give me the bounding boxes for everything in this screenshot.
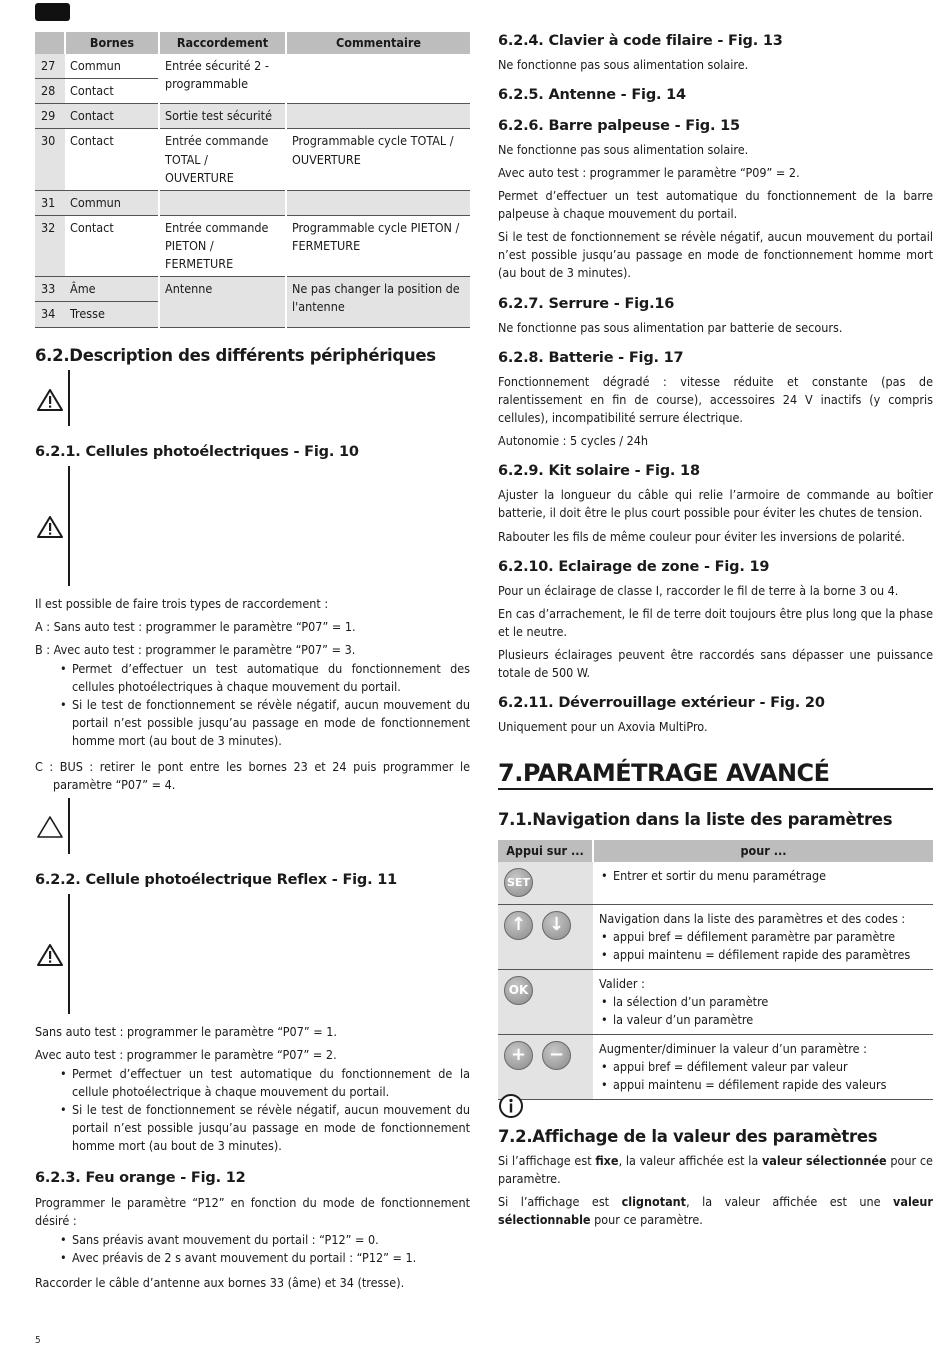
text-run: pour ce paramètre. — [498, 1153, 933, 1186]
ok-key-icon: OK — [504, 976, 533, 1005]
text-run-bold: valeur sélectionnable — [498, 1194, 933, 1227]
desc-cell — [593, 904, 933, 969]
list-item: • Sans préavis avant mouvement du portail : “P12” = 0. — [58, 1231, 470, 1249]
arrow-up-key-icon: ↑ — [504, 911, 533, 940]
list-item: • la valeur d’un paramètre — [599, 1011, 927, 1029]
warning-icon — [37, 943, 63, 967]
paragraph: Programmer le paramètre “P12” en fonction du mode de fonctionnement désiré : — [35, 1195, 470, 1228]
keys-cell — [498, 862, 593, 904]
paragraph — [498, 1193, 933, 1229]
table-row — [35, 104, 470, 129]
section-6-2-3-title: 6.2.3. Feu orange - Fig. 12 — [35, 1170, 246, 1186]
desc-text: Augmenter/diminuer la valeur d’un paramètre : — [599, 1040, 867, 1056]
section-6-2-1-title: 6.2.1. Cellules photoélectriques - Fig. 10 — [35, 444, 359, 460]
section-6-2-9-title: 6.2.9. Kit solaire - Fig. 18 — [498, 463, 700, 479]
paragraph: Sans auto test : programmer le paramètre “P07” = 1. — [35, 1024, 337, 1039]
set-key-icon: SET — [504, 868, 533, 897]
header-num — [35, 32, 65, 54]
paragraph: Plusieurs éclairages peuvent être raccordés sans dépasser une puissance totale de 500 W. — [498, 647, 933, 680]
header-bornes: Bornes — [65, 32, 159, 54]
section-6-2-11-title: 6.2.11. Déverrouillage extérieur - Fig. 20 — [498, 695, 825, 711]
paragraph: Permet d’effectuer un test automatique du fonctionnement de la barre palpeuse à chaque mouvement du portail. — [498, 188, 933, 221]
section-6-2-title: 6.2.Description des différents périphériques — [35, 346, 436, 365]
info-icon — [498, 1093, 524, 1119]
table-row — [35, 190, 470, 215]
list-item: • appui bref = défilement paramètre par paramètre — [599, 928, 927, 946]
keys-cell — [498, 904, 593, 969]
bullet-list — [599, 1058, 927, 1094]
list-item: • Permet d’effectuer un test automatique du fonctionnement des cellules photoélectriques à chaque mouvement du portail. — [58, 660, 470, 696]
text-run: , la valeur affichée est une — [686, 1194, 894, 1209]
terminal-table — [35, 32, 470, 328]
list-item: • appui maintenu = défilement rapide des paramètres — [599, 946, 927, 964]
paragraph: Ajuster la longueur du câble qui relie l’armoire de commande au boîtier batterie, il doit être le plus court possible pour éviter les chutes de tension. — [498, 487, 933, 520]
text-run-bold: valeur sélectionnée — [761, 1153, 887, 1168]
paragraph: Ne fonctionne pas sous alimentation solaire. — [498, 142, 749, 157]
bullet-list — [58, 1231, 470, 1267]
cell-commentaire — [286, 104, 470, 129]
cell-commentaire: Ne pas changer la position de l'antenne — [286, 277, 470, 327]
paragraph — [498, 1152, 933, 1188]
section-6-2-4-title: 6.2.4. Clavier à code filaire - Fig. 13 — [498, 33, 783, 49]
section-7-1-title: 7.1.Navigation dans la liste des paramètres — [498, 810, 893, 829]
section-6-2-5-title: 6.2.5. Antenne - Fig. 14 — [498, 87, 686, 103]
cell-raccordement: Antenne — [159, 277, 286, 327]
warning-bar — [68, 894, 70, 1014]
paragraph: Raccorder le câble d’antenne aux bornes 33 (âme) et 34 (tresse). — [35, 1275, 405, 1290]
header-appui: Appui sur ... — [498, 840, 593, 862]
desc-text: Navigation dans la liste des paramètres et des codes : — [599, 910, 906, 926]
cell-raccordement: Sortie test sécurité — [159, 104, 286, 129]
cell-num: 30 — [35, 129, 65, 190]
minus-key-icon: − — [542, 1041, 571, 1070]
cell-raccordement: Entrée commande PIETON / FERMETURE — [159, 215, 286, 276]
cell-commentaire: Programmable cycle TOTAL / OUVERTURE — [286, 129, 470, 190]
section-6-2-6-title: 6.2.6. Barre palpeuse - Fig. 15 — [498, 118, 740, 134]
section-6-2-7-title: 6.2.7. Serrure - Fig.16 — [498, 296, 675, 312]
plus-key-icon: + — [504, 1041, 533, 1070]
paragraph: En cas d’arrachement, le fil de terre doit toujours être plus long que la phase et le neutre. — [498, 606, 933, 639]
table-row — [498, 862, 933, 904]
text-run: pour ce paramètre. — [590, 1212, 703, 1227]
bullet-list — [58, 660, 470, 750]
table-row — [498, 904, 933, 969]
caution-icon — [37, 815, 63, 839]
cell-borne: Contact — [65, 79, 159, 104]
cell-borne: Tresse — [65, 302, 159, 327]
paragraph: Avec auto test : programmer le paramètre “P09” = 2. — [498, 165, 800, 180]
table-row — [35, 54, 470, 79]
cell-commentaire — [286, 190, 470, 215]
page-number: 5 — [35, 1335, 41, 1346]
paragraph: A : Sans auto test : programmer le paramètre “P07” = 1. — [35, 619, 356, 634]
list-item: • la sélection d’un paramètre — [599, 993, 927, 1011]
text-run-bold: fixe — [595, 1153, 619, 1168]
text-run: Si l’affichage est — [498, 1194, 622, 1209]
desc-cell — [593, 1034, 933, 1099]
cell-commentaire: Programmable cycle PIETON / FERMETURE — [286, 215, 470, 276]
cell-num: 28 — [35, 79, 65, 104]
list-item: • Si le test de fonctionnement se révèle négatif, aucun mouvement du portail n’est possible jusqu’au passage en mode de fonctionnement homme mort (au bout de 3 minutes). — [58, 1101, 470, 1155]
chapter-rule — [498, 788, 933, 790]
cell-borne: Commun — [65, 190, 159, 215]
bullet-list — [599, 993, 927, 1029]
header-raccordement: Raccordement — [159, 32, 286, 54]
list-item: • Entrer et sortir du menu paramétrage — [599, 867, 927, 885]
list-item: • Permet d’effectuer un test automatique du fonctionnement de la cellule photoélectrique à chaque mouvement du portail. — [58, 1065, 470, 1101]
cell-num: 32 — [35, 215, 65, 276]
desc-cell — [593, 969, 933, 1034]
paragraph: Ne fonctionne pas sous alimentation solaire. — [498, 57, 749, 72]
language-tab-marker — [35, 3, 70, 21]
header-pour: pour ... — [593, 840, 933, 862]
table-row — [35, 277, 470, 302]
desc-text: Valider : — [599, 975, 645, 991]
arrow-down-key-icon: ↓ — [542, 911, 571, 940]
chapter-7-title: 7.PARAMÉTRAGE AVANCÉ — [498, 759, 830, 787]
navigation-table-header — [498, 840, 933, 862]
table-row — [35, 129, 470, 190]
paragraph: Il est possible de faire trois types de raccordement : — [35, 596, 329, 611]
cell-raccordement: Entrée sécurité 2 - programmable — [159, 54, 286, 104]
keys-cell — [498, 969, 593, 1034]
paragraph: Si le test de fonctionnement se révèle négatif, aucun mouvement du portail n’est possible jusqu’au passage en mode de fonctionnement homme mort (au bout de 3 minutes). — [498, 229, 933, 280]
header-commentaire: Commentaire — [286, 32, 470, 54]
list-item: • Avec préavis de 2 s avant mouvement du portail : “P12” = 1. — [58, 1249, 470, 1267]
text-run: , la valeur affichée est la — [618, 1153, 762, 1168]
desc-cell — [593, 862, 933, 904]
cell-borne: Contact — [65, 215, 159, 276]
cell-borne: Âme — [65, 277, 159, 302]
navigation-table — [498, 840, 933, 1100]
paragraph: Uniquement pour un Axovia MultiPro. — [498, 719, 708, 734]
list-item: • Si le test de fonctionnement se révèle négatif, aucun mouvement du portail n’est possible jusqu’au passage en mode de fonctionnement homme mort (au bout de 3 minutes). — [58, 696, 470, 750]
paragraph: Avec auto test : programmer le paramètre “P07” = 2. — [35, 1047, 337, 1062]
warning-icon — [37, 515, 63, 539]
list-item: • appui bref = défilement valeur par valeur — [599, 1058, 927, 1076]
paragraph: C : BUS : retirer le pont entre les bornes 23 et 24 puis programmer le paramètre “P07” = 4. — [35, 759, 470, 792]
cell-num: 29 — [35, 104, 65, 129]
table-row — [498, 1034, 933, 1099]
text-run-bold: clignotant — [621, 1194, 687, 1209]
paragraph: B : Avec auto test : programmer le paramètre “P07” = 3. — [35, 642, 356, 657]
section-7-2-title: 7.2.Affichage de la valeur des paramètres — [498, 1127, 878, 1146]
keys-cell — [498, 1034, 593, 1099]
warning-bar — [68, 370, 70, 426]
cell-commentaire — [286, 54, 470, 104]
paragraph: Pour un éclairage de classe I, raccorder le fil de terre à la borne 3 ou 4. — [498, 583, 899, 598]
cell-raccordement — [159, 190, 286, 215]
bullet-list — [58, 1065, 470, 1155]
paragraph: Fonctionnement dégradé : vitesse réduite et constante (pas de ralentissement en fin de course), accessoires 24 V inactifs (y compris cellules), incompatibilité serrure électrique. — [498, 374, 933, 425]
cell-num: 31 — [35, 190, 65, 215]
cell-num: 27 — [35, 54, 65, 79]
paragraph: Rabouter les fils de même couleur pour éviter les inversions de polarité. — [498, 529, 905, 544]
text-run: Si l’affichage est — [498, 1153, 596, 1168]
paragraph: Autonomie : 5 cycles / 24h — [498, 433, 649, 448]
bullet-list — [599, 928, 927, 964]
warning-bar — [68, 466, 70, 586]
list-item: • appui maintenu = défilement rapide des valeurs — [599, 1076, 927, 1094]
cell-num: 33 — [35, 277, 65, 302]
table-row — [35, 215, 470, 276]
warning-bar — [68, 798, 70, 854]
table-row — [498, 969, 933, 1034]
warning-icon — [37, 388, 63, 412]
paragraph: Ne fonctionne pas sous alimentation par batterie de secours. — [498, 320, 843, 335]
cell-borne: Contact — [65, 104, 159, 129]
section-6-2-8-title: 6.2.8. Batterie - Fig. 17 — [498, 350, 684, 366]
cell-num: 34 — [35, 302, 65, 327]
terminal-table-header — [35, 32, 470, 54]
cell-raccordement: Entrée commande TOTAL / OUVERTURE — [159, 129, 286, 190]
bullet-list — [599, 867, 927, 885]
section-6-2-2-title: 6.2.2. Cellule photoélectrique Reflex - Fig. 11 — [35, 872, 398, 888]
cell-borne: Contact — [65, 129, 159, 190]
section-6-2-10-title: 6.2.10. Eclairage de zone - Fig. 19 — [498, 559, 770, 575]
cell-borne: Commun — [65, 54, 159, 79]
